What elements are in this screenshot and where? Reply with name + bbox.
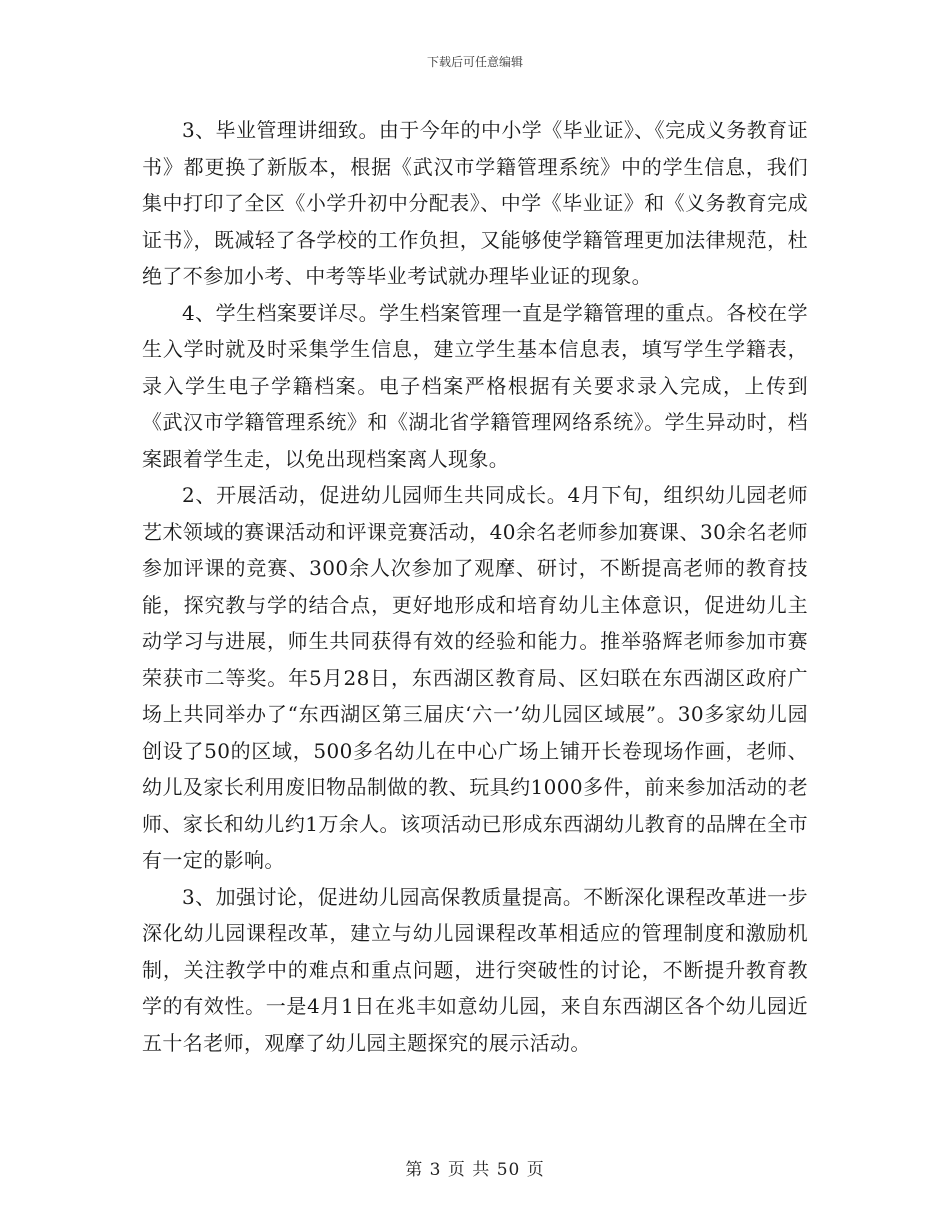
paragraph-kindergarten-activities: 2、开展活动，促进幼儿园师生共同成长。4月下旬，组织幼儿园老师艺术领域的赛课活动和评课竞赛活动，40余名老师参加赛课、30余名老师参加评课的竞赛、300余人次参加了观摩、研讨，不断提高老师的教育技能，探究教与学的结合点，更好地形成和培育幼儿主体意识，促进幼儿主动学习与进展，师生共同获得有效的经验和能力。推举骆辉老师参加市赛荣获市二等奖。年5月28日，东西湖区教育局、区妇联在东西湖区政府广场上共同举办了“东西湖区第三届庆‘六一’幼儿园区域展”。30多家幼儿园创设了50的区域，500多名幼儿在中心广场上铺开长卷现场作画，老师、幼儿及家长利用废旧物品制做的教、玩具约1000多件，前来参加活动的老师、家长和幼儿约1万余人。该项活动已形成东西湖幼儿教育的品牌在全市有一定的影响。 — [142, 483, 808, 872]
paragraph-teaching-research: 3、加强讨论，促进幼儿园高保教质量提高。不断深化课程改革进一步深化幼儿园课程改革，建立与幼儿园课程改革相适应的管理制度和激励机制，关注教学中的难点和重点问题，进行突破性的讨论，不断提升教育教学的有效性。一是4月1日在兆丰如意幼儿园，来自东西湖区各个幼儿园近五十名老师，观摩了幼儿园主题探究的展示活动。 — [142, 884, 808, 1055]
document-body — [142, 112, 808, 1061]
paragraph-student-archives: 4、学生档案要详尽。学生档案管理一直是学籍管理的重点。各校在学生入学时就及时采集学生信息，建立学生基本信息表，填写学生学籍表，录入学生电子学籍档案。电子档案严格根据有关要求录入完成，上传到《武汉市学籍管理系统》和《湖北省学籍管理网络系统》。学生异动时，档案跟着学生走，以免出现档案离人现象。 — [142, 300, 808, 471]
page-header: 下载后可任意编辑 — [426, 55, 523, 69]
paragraph-graduation-management: 3、毕业管理讲细致。由于今年的中小学《毕业证》、《完成义务教育证书》都更换了新版本，根据《武汉市学籍管理系统》中的学生信息，我们集中打印了全区《小学升初中分配表》、中学《毕业证》和《义务教育完成证书》，既减轻了各学校的工作负担，又能够使学籍管理更加法律规范，杜绝了不参加小考、中考等毕业考试就办理毕业证的现象。 — [142, 118, 808, 288]
page-footer: 第 3 页 共 50 页 — [405, 1160, 545, 1180]
